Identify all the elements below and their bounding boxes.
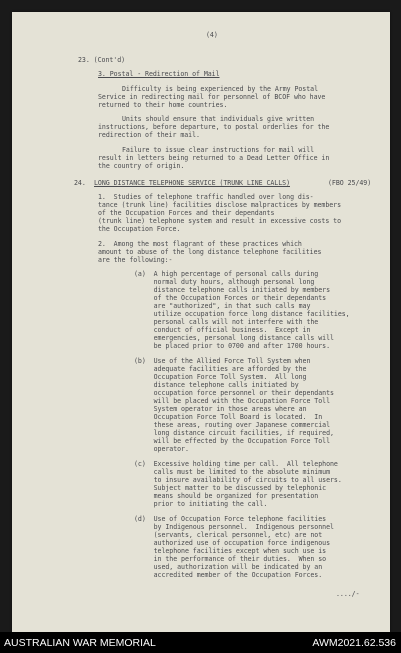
text-line: the country of origin. [98,162,185,170]
caption-institution: AUSTRALIAN WAR MEMORIAL [4,637,156,649]
text-line: means should be organized for presentation [134,492,319,500]
section-3-heading: 3. Postal - Redirection of Mail [98,70,220,78]
text-line: to insure availability of circuits to all users. [134,476,342,484]
text-line: returned to their home countries. [98,101,228,109]
text-line: instructions, before departure, to postal orderlies for the [98,123,330,131]
text-line: (servants, clerical personnel, etc) are not [134,531,323,539]
text-line: by Indigenous personnel. Indigenous personnel [134,523,334,531]
text-line: will be effected by the Occupation Force Toll [134,437,330,445]
text-line: tance (trunk line) facilities disclose malpractices by members [98,201,342,209]
text-line: distance telephone calls initiated by members [134,286,330,294]
text-line: these areas, routing over Japanese commercial [134,421,330,429]
text-line: redirection of their mail. [98,131,200,139]
text-line: result in letters being returned to a Dead Letter Office in [98,154,330,162]
text-line: emergencies, personal long distance calls will [134,334,334,342]
text-line: are the following:- [98,256,173,264]
text-line: amount to abuse of the long distance telephone facilities [98,248,322,256]
text-line: Service in redirecting mail for personnel of BCOF who have [98,93,326,101]
text-line: telephone facilities except when such use is [134,547,327,555]
text-line: (b) Use of the Allied Force Toll System when [134,357,311,365]
text-line: operator. [134,445,189,453]
text-line: 1. Studies of telephone traffic handled over long dis- [98,193,314,201]
text-line: utilize occupation force long distance facilities, [134,310,350,318]
text-line: accredited member of the Occupation Forces. [134,571,323,579]
text-line: (c) Excessive holding time per call. All telephone [134,460,338,468]
section-24-number: 24. [74,179,86,187]
document-page [12,12,390,632]
caption-accession-number: AWM2021.62.536 [312,637,396,649]
text-line: Occupation Force Toll System. All long [134,373,307,381]
text-line: long distance circuit facilities, if required, [134,429,334,437]
continuation-mark: ..../- [336,590,360,598]
text-line: the Occupation Force. [98,225,181,233]
text-line: System operator in those areas where an [134,405,307,413]
text-line: will be placed with the Occupation Force Toll [134,397,330,405]
text-line: be placed prior to 0700 and after 1700 hours. [134,342,330,350]
text-line: are "authorized", in that such calls may [134,302,311,310]
text-line: conduct of official business. Except in [134,326,311,334]
text-line: calls must be limited to the absolute minimum [134,468,330,476]
text-line: of the Occupation Forces or their dependants [134,294,327,302]
text-line: (trunk line) telephone system and result in excessive costs to [98,217,342,225]
text-line: Subject matter to be discussed by telephonic [134,484,327,492]
continued-heading: 23. (Cont'd) [78,56,126,64]
text-line: (d) Use of Occupation Force telephone facilities [134,515,327,523]
text-line: 2. Among the most flagrant of these practices which [98,240,302,248]
text-line: normal duty hours, although personal long [134,278,315,286]
section-24-heading: LONG DISTANCE TELEPHONE SERVICE (TRUNK LINE CALLS) [94,179,290,187]
text-line: used, authorization will be indicated by an [134,563,323,571]
text-line: in the performance of their duties. When so [134,555,327,563]
caption-bar [0,632,401,653]
text-line: authorized use of occupation force indigenous [134,539,330,547]
text-line: Failure to issue clear instructions for mail will [122,146,315,154]
text-line: of the Occupation Forces and their dependants [98,209,275,217]
text-line: distance telephone calls initiated by [134,381,299,389]
text-line: Difficulty is being experienced by the Army Postal [122,85,318,93]
text-line: Units should ensure that individuals give written [122,115,315,123]
page-number: (4) [206,31,218,39]
text-line: adequate facilities are afforded by the [134,365,307,373]
text-line: (a) A high percentage of personal calls during [134,270,319,278]
text-line: prior to initiating the call. [134,500,268,508]
text-line: personal calls will not interfere with the [134,318,319,326]
text-line: occupation force personnel or their dependants [134,389,334,397]
section-24-reference: (FBO 25/49) [328,179,372,187]
text-line: Occupation Force Toll Board is located. In [134,413,323,421]
